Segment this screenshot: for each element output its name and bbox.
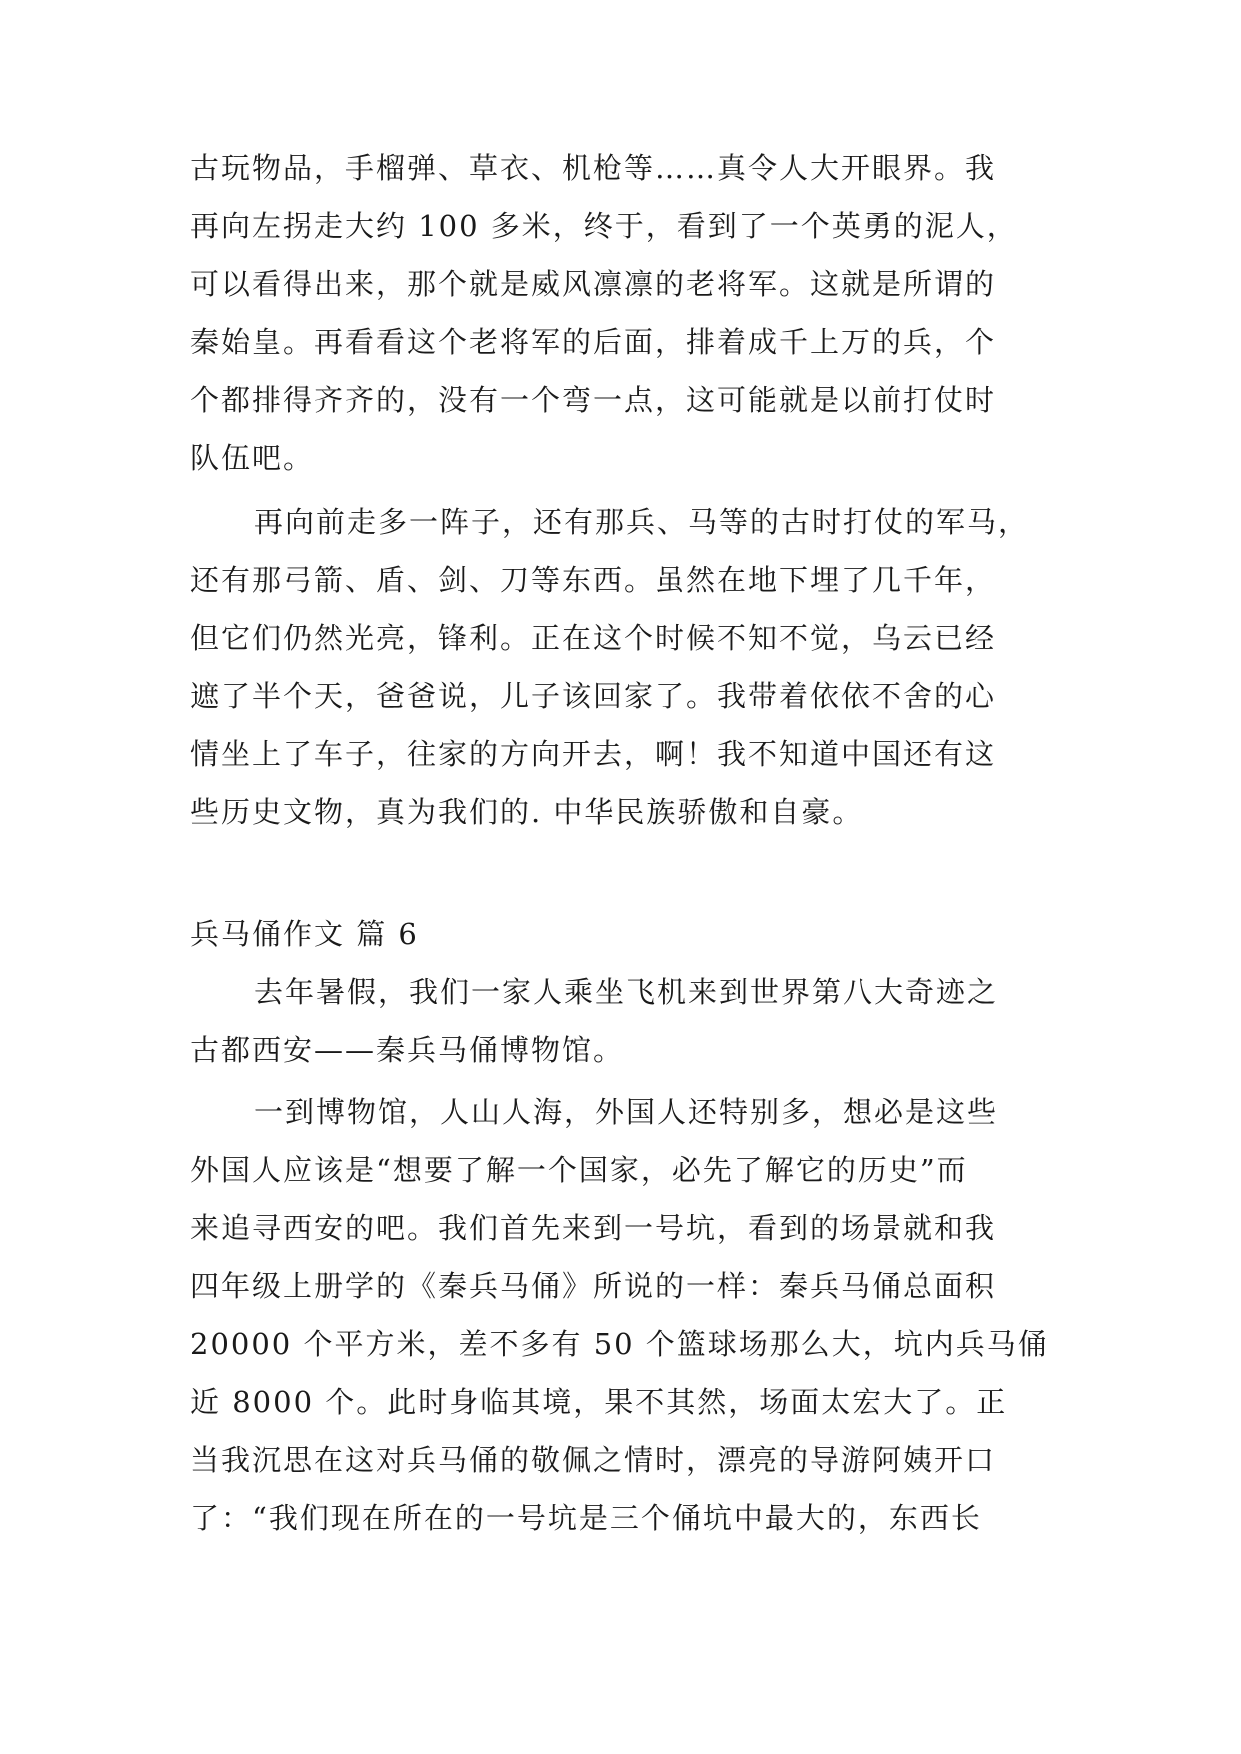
text-line: 秦始皇。再看看这个老将军的后面，排着成千上万的兵，个: [190, 325, 997, 359]
text-line: 当我沉思在这对兵马俑的敬佩之情时，漂亮的导游阿姨开口: [190, 1443, 997, 1477]
text-line: 再向左拐走大约 100 多米，终于，看到了一个英勇的泥人，: [190, 209, 1018, 243]
text-line: 再向前走多一阵子，还有那兵、马等的古时打仗的军马，: [254, 505, 1030, 539]
text-line: 一到博物馆，人山人海，外国人还特别多，想必是这些: [254, 1095, 999, 1129]
text-line: 四年级上册学的《秦兵马俑》所说的一样：秦兵马俑总面积: [190, 1269, 997, 1303]
text-line: 了：“我们现在所在的一号坑是三个俑坑中最大的，东西长: [190, 1501, 982, 1535]
text-line: 外国人应该是“想要了解一个国家，必先了解它的历史”而: [190, 1153, 968, 1187]
text-line: 可以看得出来，那个就是威风凛凛的老将军。这就是所谓的: [190, 267, 997, 301]
text-line: 去年暑假，我们一家人乘坐飞机来到世界第八大奇迹之: [254, 975, 999, 1009]
text-line: 但它们仍然光亮，锋利。正在这个时候不知不觉，乌云已经: [190, 621, 997, 655]
text-line: 古都西安——秦兵马俑博物馆。: [190, 1033, 625, 1067]
text-line: 个都排得齐齐的，没有一个弯一点，这可能就是以前打仗时: [190, 383, 997, 417]
text-line: 来追寻西安的吧。我们首先来到一号坑，看到的场景就和我: [190, 1211, 997, 1245]
text-line: 些历史文物，真为我们的. 中华民族骄傲和自豪。: [190, 795, 864, 829]
text-line: 队伍吧。: [190, 441, 315, 475]
text-line: 情坐上了车子，往家的方向开去，啊！我不知道中国还有这: [190, 737, 997, 771]
text-line: 还有那弓箭、盾、剑、刀等东西。虽然在地下埋了几千年，: [190, 563, 997, 597]
section-heading: 兵马俑作文 篇 6: [190, 917, 419, 951]
text-line: 近 8000 个。此时身临其境，果不其然，场面太宏大了。正: [190, 1385, 1008, 1419]
text-line: 古玩物品，手榴弹、草衣、机枪等……真令人大开眼界。我: [190, 151, 997, 185]
text-line: 遮了半个天，爸爸说，儿子该回家了。我带着依依不舍的心: [190, 679, 997, 713]
text-line: 20000 个平方米，差不多有 50 个篮球场那么大，坑内兵马俑: [190, 1327, 1049, 1361]
